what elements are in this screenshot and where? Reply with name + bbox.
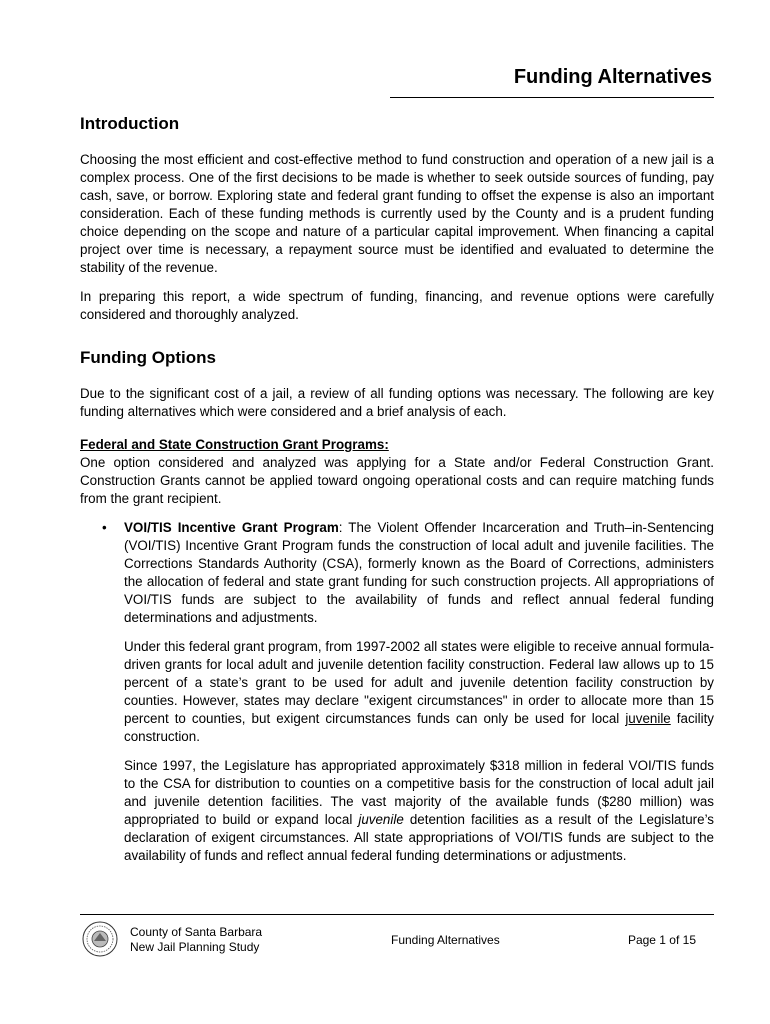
introduction-paragraph-1: Choosing the most efficient and cost-effective method to fund construction and operation of a new jail is a complex process. One of the first decisions to be made is whether to seek outside sources of funding, pay cash, save, or borrow. Exploring state and federal grant funding to offset the expense is also an important consideration. Each of these funding methods is currently used by the County and is a prudent funding choice depending on the scope and nature of a particular capital improvement. When financing a capital project over time is necessary, a repayment source must be identified and evaluated to determine the stability of the revenue. (80, 152, 714, 275)
footer-rule (80, 914, 714, 915)
bullet-paragraph-1 (124, 519, 714, 627)
bullet-p3-text: Since 1997, the Legislature has appropriated approximately $318 million in federal VOI/TIS funds to the CSA for distribution to counties on a competitive basis for the construction of local adult jail and juvenile detention facilities. The vast majority of the available funds ($280 million) was appropriated to build or expand local (124, 758, 714, 827)
introduction-paragraph-2: In preparing this report, a wide spectrum of funding, financing, and revenue options were carefully considered and thoroughly analyzed. (80, 289, 714, 322)
footer-organization (130, 925, 262, 955)
introduction-heading: Introduction (80, 114, 180, 133)
funding-options-paragraph-1: Due to the significant cost of a jail, a review of all funding options was necessary. The following are key funding alternatives which were considered and a brief analysis of each. (80, 386, 714, 419)
bullet-icon: • (102, 520, 107, 535)
bullet-p2-text: Under this federal grant program, from 1997-2002 all states were eligible to receive annual formula-driven grants for local adult and juvenile detention facility construction. Federal law allows up to 15 percent of a state’s grant to be used for adult and juvenile detention facility construction by counties. However, states may declare "exigent circumstances" in order to allocate more than 15 percent to counties, but exigent circumstances funds can only be used for local (124, 639, 714, 726)
bullet-p3-italic: juvenile (358, 812, 404, 827)
bullet-text: : The Violent Offender Incarceration and Truth–in-Sentencing (VOI/TIS) Incentive Grant Program funds the construction of local adult and juvenile facilities. The Corrections Standards Authority (CSA), formerly known as the Board of Corrections, administers the allocation of federal and state grant funding for such construction projects. All appropriations of VOI/TIS funds are subject to the availability of funds and reflect annual federal funding determinations and adjustments. (124, 520, 714, 625)
footer-org-line-1: County of Santa Barbara (130, 925, 263, 939)
footer-section-title: Funding Alternatives (391, 933, 500, 947)
title-rule (390, 97, 714, 98)
footer-org-line-2: New Jail Planning Study (130, 940, 260, 954)
grant-programs-subheading: Federal and State Construction Grant Programs: (80, 437, 389, 452)
bullet-p2-underlined: juvenile (625, 711, 671, 726)
grant-programs-paragraph: One option considered and analyzed was applying for a State and/or Federal Construction Grant. Construction Grants cannot be applied toward ongoing operational costs and can require matching funds from the grant recipient. (80, 455, 714, 506)
footer-page-number: Page 1 of 15 (627, 933, 696, 947)
document-body (80, 113, 714, 865)
bullet-paragraph-2 (124, 638, 714, 746)
bullet-paragraph-3 (124, 757, 714, 865)
funding-options-heading: Funding Options (80, 348, 216, 367)
county-seal-icon (82, 921, 118, 957)
bullet-lead: VOI/TIS Incentive Grant Program (124, 520, 339, 535)
bullet-item-voitis (80, 519, 714, 865)
page-title: Funding Alternatives (513, 66, 712, 88)
bullet-p3-text-end: detention facilities as a result of the Legislature’s declaration of exigent circumstances. All state appropriations of VOI/TIS funds are subject to the availability of funds and reflect annual federal funding determinations or adjustments. (124, 812, 714, 863)
bullet-p2-text-end: facility construction. (124, 711, 714, 744)
